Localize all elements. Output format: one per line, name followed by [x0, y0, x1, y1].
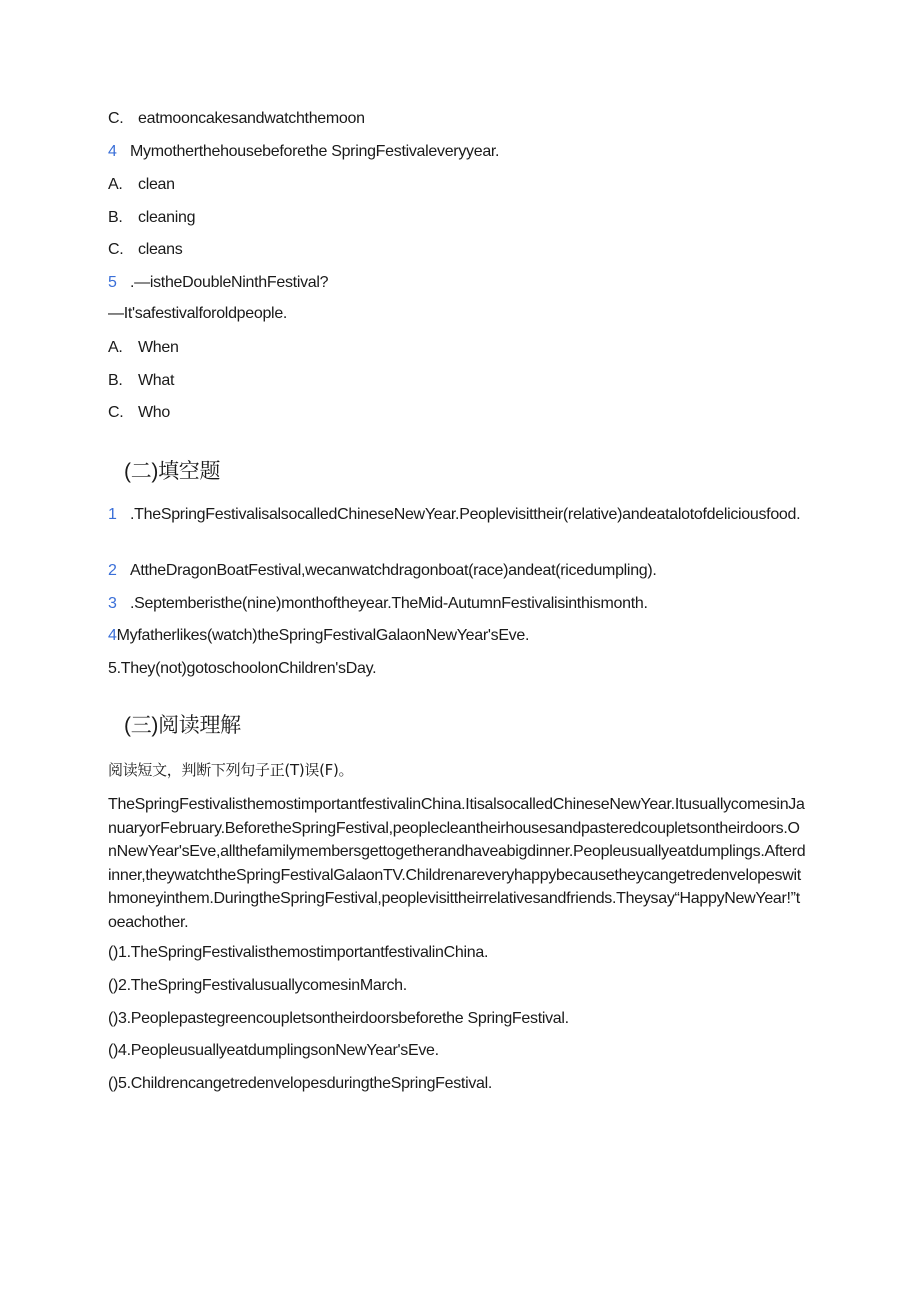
item-text: 5.They(not)gotoschoolonChildren'sDay. — [108, 660, 377, 677]
statement-3: ()3.Peoplepastegreencoupletsontheirdoorsbeforethe SpringFestival. — [108, 1010, 569, 1027]
item-number: 1 — [108, 506, 117, 523]
option-letter: C. — [108, 404, 124, 421]
question-text: .—istheDoubleNinthFestival? — [130, 274, 329, 291]
q4-option-a — [108, 175, 175, 195]
q5-answer-line: —It'safestivalforoldpeople. — [108, 305, 288, 322]
statement-5: ()5.ChildrencangetredenvelopesduringtheSpringFestival. — [108, 1075, 493, 1092]
fill-item-2 — [108, 559, 808, 582]
statement-4: ()4.PeopleusuallyeatdumplingsonNewYear'sEve. — [108, 1042, 439, 1059]
question-number: 5 — [108, 274, 117, 291]
option-letter: A. — [108, 339, 123, 356]
statement-2: ()2.TheSpringFestivalusuallycomesinMarch. — [108, 977, 407, 994]
reading-passage: TheSpringFestivalisthemostimportantfestivalinChina.ItisalsocalledChineseNewYear.ItusuallycomesinJanuaryorFebruary.BeforetheSpringFestival,peoplecleantheirhousesandpasteredcoupletsontheirdoors.OnNewYear'sEve,allthefamilymembersgettogetherandhaveabigdinner.Peopleusuallyeatdumplings.Afterdinner,theywatchtheSpringFestivalGalaonTV.Childrenareveryhappybecausetheycangetredenvelopeswithmoneyinthem.DuringtheSpringFestival,peoplevisittheirrelativesandfriends.Theysay“HappyNewYear!”toeachother. — [108, 796, 806, 931]
option-text: cleaning — [138, 209, 196, 226]
statement-1: ()1.TheSpringFestivalisthemostimportantfestivalinChina. — [108, 944, 489, 961]
option-text: When — [138, 339, 179, 356]
q5-option-b — [108, 371, 174, 391]
option-letter: B. — [108, 209, 123, 226]
fill-section-heading: (二)填空题 — [124, 460, 221, 483]
question-4 — [108, 142, 499, 162]
fill-item-3 — [108, 592, 808, 615]
item-text: Myfatherlikes(watch)theSpringFestivalGalaonNewYear'sEve. — [116, 627, 530, 644]
q5-option-c — [108, 403, 170, 423]
option-text: clean — [138, 176, 175, 193]
q4-option-b — [108, 208, 195, 228]
option-letter: C. — [108, 110, 124, 127]
item-text: .TheSpringFestivalisalsocalledChineseNewYear.Peoplevisittheir(relative)andeatalotofdeliciousfood. — [130, 506, 801, 523]
option-text: What — [138, 372, 175, 389]
q4-option-c — [108, 240, 182, 260]
reading-instruction: 阅读短文，判断下列句子正(T)误(F)。 — [108, 761, 354, 779]
option-letter: A. — [108, 176, 123, 193]
reading-section-heading: (三)阅读理解 — [124, 714, 241, 737]
item-number: 4 — [108, 627, 117, 644]
fill-item-1 — [108, 503, 808, 526]
option-letter: B. — [108, 372, 123, 389]
item-number: 3 — [108, 595, 117, 612]
fill-item-4 — [108, 624, 808, 647]
question-5 — [108, 273, 328, 293]
question-number: 4 — [108, 143, 117, 160]
option-text: eatmooncakesandwatchthemoon — [138, 110, 365, 127]
question-text: Mymotherthehousebeforethe SpringFestivaleveryyear. — [130, 143, 500, 160]
item-text: AttheDragonBoatFestival,wecanwatchdragonboat(race)andeat(ricedumpling). — [130, 562, 657, 579]
q3-option-c — [108, 109, 365, 129]
q5-option-a — [108, 338, 179, 358]
fill-item-5 — [108, 657, 808, 680]
option-text: Who — [138, 404, 170, 421]
option-letter: C. — [108, 241, 124, 258]
item-number: 2 — [108, 562, 117, 579]
item-text: .Septemberisthe(nine)monthoftheyear.TheMid-AutumnFestivalisinthismonth. — [130, 595, 648, 612]
option-text: cleans — [138, 241, 183, 258]
